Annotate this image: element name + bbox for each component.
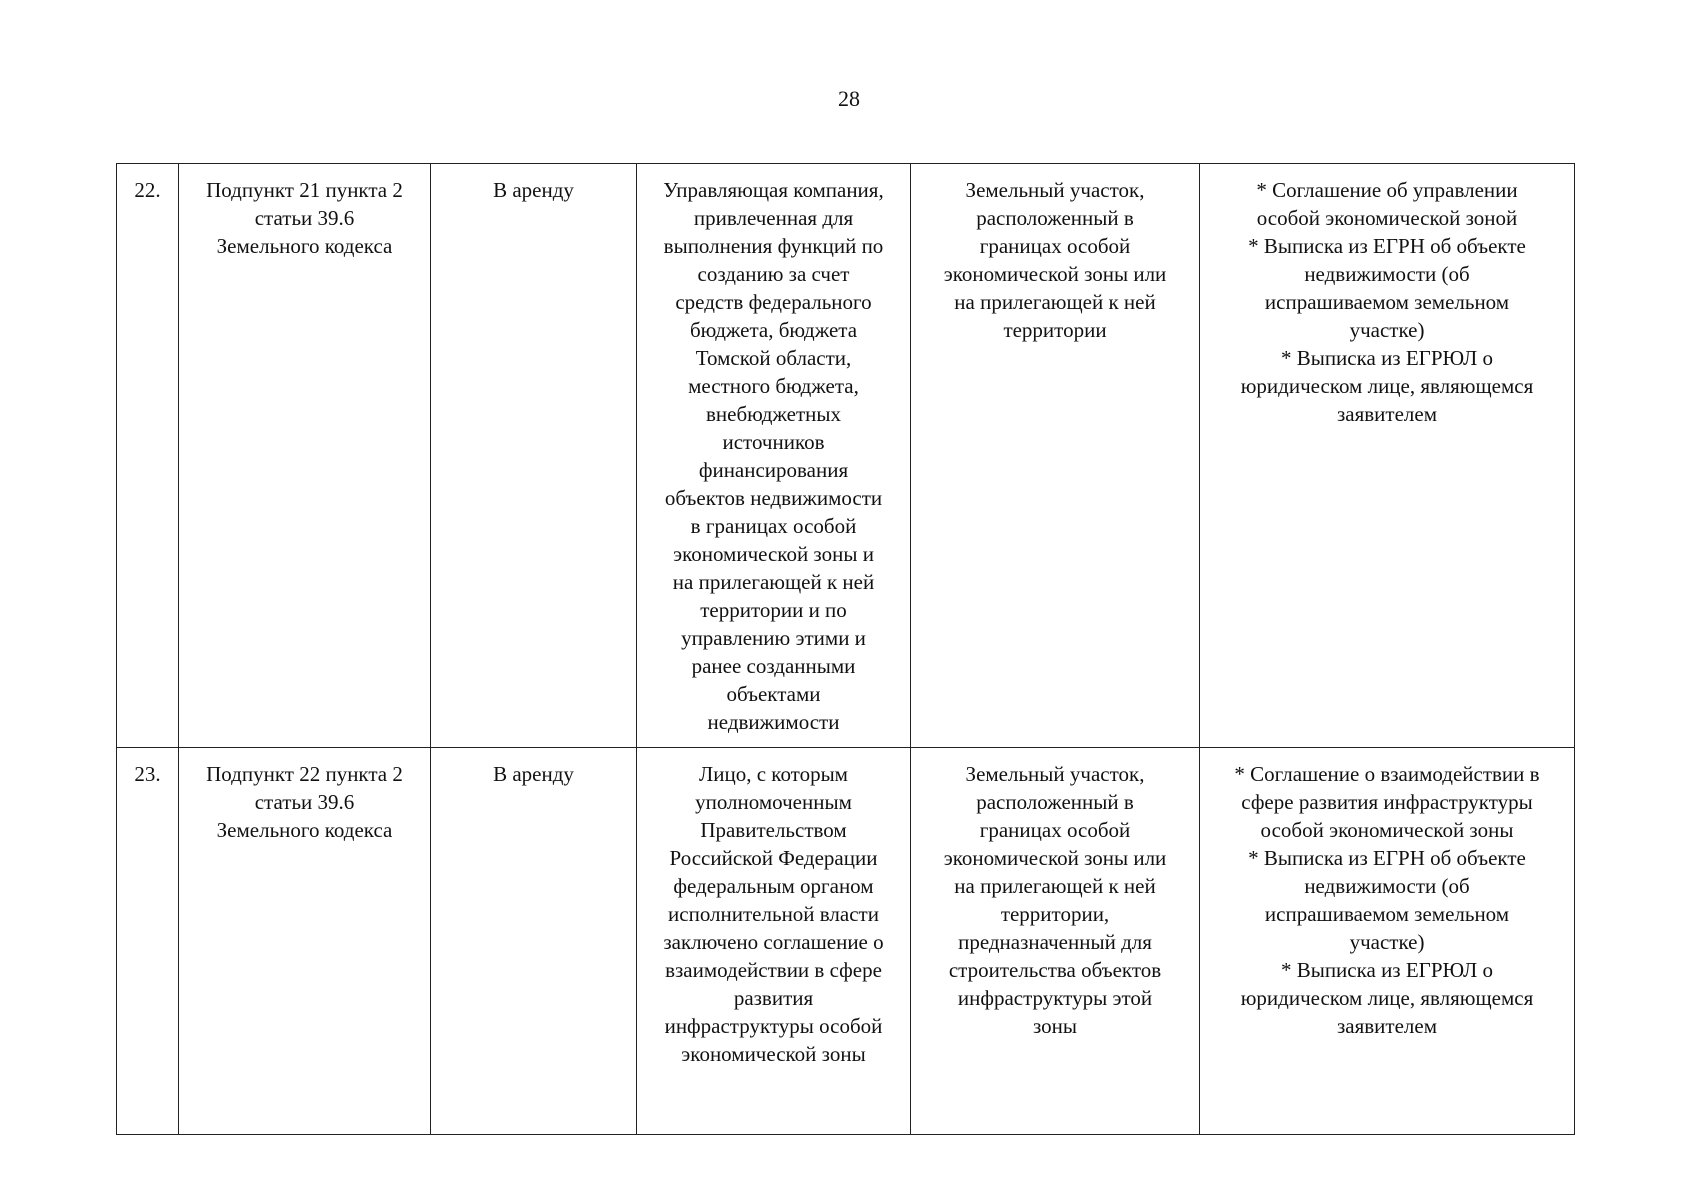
right-type-cell [431, 748, 637, 1135]
applicant-line: развития [733, 986, 814, 1010]
documents-line: * Выписка из ЕГРЮЛ о [1280, 346, 1494, 370]
land-plot-line: расположенный в [976, 206, 1134, 230]
applicant-line: уполномоченным [695, 790, 852, 814]
applicant-line: Томской области, [695, 346, 852, 370]
documents-line: особой экономической зоны [1260, 818, 1514, 842]
applicant-line: Управляющая компания, [663, 178, 884, 202]
applicant-line: объектов недвижимости [664, 486, 883, 510]
table-row [117, 748, 1575, 1135]
basis-cell [179, 164, 431, 748]
applicant-line: привлеченная для [693, 206, 854, 230]
applicant-line: выполнения функций по [663, 234, 884, 258]
applicant-line: средств федерального [675, 290, 872, 314]
basis-line: Земельного кодекса [216, 234, 393, 258]
land-plot-line: границах особой [979, 234, 1131, 258]
land-plot-line: инфраструктуры этой [957, 986, 1153, 1010]
basis-cell [179, 748, 431, 1135]
documents-line: испрашиваемом земельном [1264, 902, 1510, 926]
row-number: 23. [134, 762, 161, 786]
applicant-line: финансирования [698, 458, 849, 482]
applicant-line: экономической зоны [681, 1042, 866, 1066]
documents-line: заявителем [1336, 1014, 1438, 1038]
applicant-line: Правительством [700, 818, 847, 842]
documents-line: * Выписка из ЕГРН об объекте [1248, 846, 1526, 870]
table-row [117, 164, 1575, 748]
land-plot-line: расположенный в [976, 790, 1134, 814]
documents-line: испрашиваемом земельном [1264, 290, 1510, 314]
land-plot-line: экономической зоны или [943, 846, 1167, 870]
row-number-cell [117, 748, 179, 1135]
row-number-cell [117, 164, 179, 748]
documents-cell [1200, 748, 1575, 1135]
applicant-line: федеральным органом [673, 874, 874, 898]
applicant-line: территории и по [700, 598, 847, 622]
documents-line: сфере развития инфраструктуры [1241, 790, 1533, 814]
documents-cell [1200, 164, 1575, 748]
documents-line: * Соглашение о взаимодействии в [1234, 762, 1540, 786]
row-number: 22. [134, 178, 161, 202]
applicant-line: местного бюджета, [688, 374, 859, 398]
documents-line: участке) [1349, 318, 1425, 342]
applicant-line: объектами [726, 682, 821, 706]
documents-line: недвижимости (об [1304, 262, 1470, 286]
land-plot-line: на прилегающей к ней [954, 874, 1156, 898]
applicant-line: источников [722, 430, 825, 454]
basis-line: Подпункт 21 пункта 2 [206, 178, 403, 202]
land-plot-cell [911, 164, 1200, 748]
applicant-line: недвижимости [707, 710, 840, 734]
land-plot-line: Земельный участок, [965, 178, 1145, 202]
documents-line: юридическом лице, являющемся [1240, 986, 1534, 1010]
land-plot-line: Земельный участок, [965, 762, 1145, 786]
applicant-line: управлению этими и [681, 626, 866, 650]
applicant-line: заключено соглашение о [663, 930, 884, 954]
basis-line: Подпункт 22 пункта 2 [206, 762, 403, 786]
applicant-line: исполнительной власти [668, 902, 879, 926]
applicant-line: взаимодействии в сфере [665, 958, 882, 982]
applicant-line: внебюджетных [705, 402, 842, 426]
land-plot-line: зоны [1032, 1014, 1078, 1038]
right-type: В аренду [493, 178, 574, 202]
applicant-line: ранее созданными [691, 654, 856, 678]
document-table [116, 163, 1575, 1135]
applicant-line: экономической зоны и [673, 542, 874, 566]
applicant-cell [637, 748, 911, 1135]
applicant-line: бюджета, бюджета [689, 318, 858, 342]
applicant-line: инфраструктуры особой [664, 1014, 883, 1038]
right-type: В аренду [493, 762, 574, 786]
documents-line: особой экономической зоной [1256, 206, 1518, 230]
documents-line: заявителем [1336, 402, 1438, 426]
documents-line: недвижимости (об [1304, 874, 1470, 898]
documents-line: участке) [1349, 930, 1425, 954]
documents-line: юридическом лице, являющемся [1240, 374, 1534, 398]
land-plot-line: экономической зоны или [943, 262, 1167, 286]
land-plot-line: территории [1003, 318, 1107, 342]
page-number: 28 [838, 86, 860, 111]
basis-line: статьи 39.6 [254, 206, 355, 230]
land-plot-line: строительства объектов [948, 958, 1162, 982]
land-plot-line: на прилегающей к ней [954, 290, 1156, 314]
land-plot-line: границах особой [979, 818, 1131, 842]
applicant-line: в границах особой [690, 514, 857, 538]
applicant-line: Российской Федерации [669, 846, 878, 870]
applicant-line: Лицо, с которым [699, 762, 848, 786]
documents-line: * Выписка из ЕГРЮЛ о [1280, 958, 1494, 982]
applicant-line: созданию за счет [697, 262, 850, 286]
land-plot-line: территории, [1000, 902, 1110, 926]
land-plot-line: предназначенный для [958, 930, 1152, 954]
basis-line: статьи 39.6 [254, 790, 355, 814]
right-type-cell [431, 164, 637, 748]
land-plot-cell [911, 748, 1200, 1135]
documents-line: * Соглашение об управлении [1256, 178, 1518, 202]
documents-line: * Выписка из ЕГРН об объекте [1248, 234, 1526, 258]
applicant-cell [637, 164, 911, 748]
applicant-line: на прилегающей к ней [672, 570, 875, 594]
basis-line: Земельного кодекса [216, 818, 393, 842]
